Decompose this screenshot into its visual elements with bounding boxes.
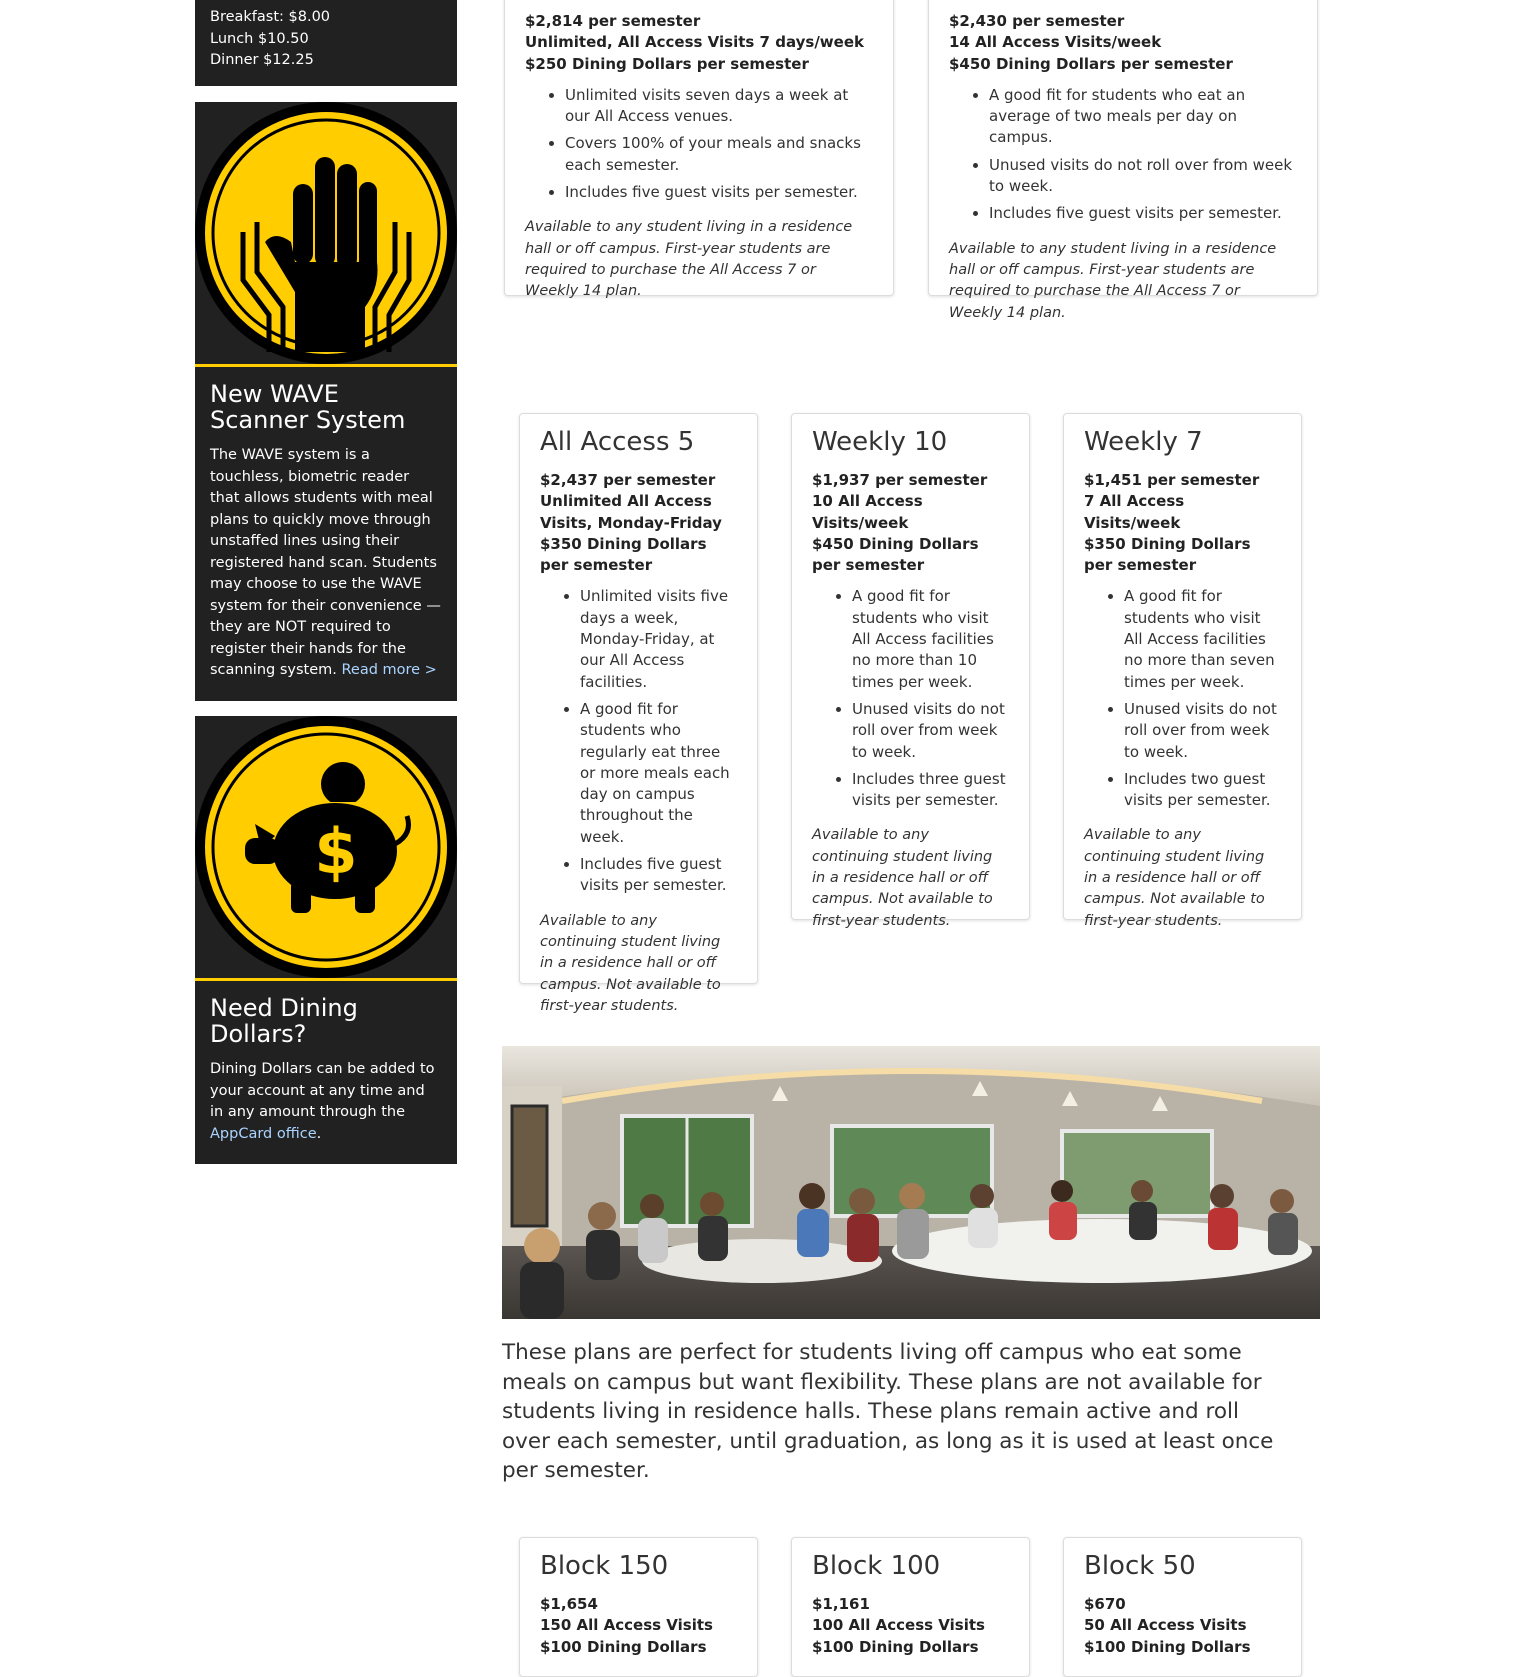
- price-line: $1,161: [812, 1595, 870, 1613]
- plan-card-block-50: [1063, 1537, 1302, 1677]
- plan-note: Available to any student living in a residence hall or off campus. First-year students are required to purchase the All Access 7 or Weekly 14 plan.: [949, 240, 1277, 321]
- wave-body: The WAVE system is a touchless, biometric reader that allows students with meal plans to quickly move through unstaffed lines using their registered hand scan. Students may choose to use the WAVE system for their convenience — they are NOT required to register their hands for the scanning system.: [210, 447, 441, 678]
- wave-title: New WAVE Scanner System: [210, 380, 406, 434]
- price-line: $350 Dining Dollars per semester: [540, 534, 707, 575]
- hand-scanner-icon: [195, 102, 457, 364]
- breakfast-price: Breakfast: $8.00: [210, 9, 331, 25]
- price-line: $1,654: [540, 1595, 598, 1613]
- plan-note: Available to any continuing student living in a residence hall or off campus. Not available to first-year students.: [812, 827, 993, 929]
- price-line: 14 All Access Visits/week: [949, 33, 1162, 52]
- plan-bullet: • Includes two guest visits per semester.: [1124, 769, 1281, 812]
- off-campus-plans-intro: These plans are perfect for students living off campus who eat some meals on campus but want flexibility. These plans are not available for students living in residence halls. These plans remain active and roll over each semester, until graduation, as long as it is used at least once per semester.: [502, 1340, 1274, 1483]
- plan-note: Available to any student living in a residence hall or off campus. First-year students are required to purchase the All Access 7 or Weekly 14 plan.: [525, 219, 853, 300]
- price-line: $100 Dining Dollars: [1084, 1637, 1251, 1656]
- price-line: Unlimited All Access Visits, Monday-Friday: [540, 492, 722, 532]
- price-line: $1,451 per semester: [1084, 471, 1260, 489]
- plan-bullet: • A good fit for students who visit All Access facilities no more than seven times per week.: [1124, 586, 1281, 692]
- price-line: 100 All Access Visits: [812, 1616, 985, 1635]
- wave-read-more-link[interactable]: Read more >: [341, 662, 437, 678]
- plan-bullet: • A good fit for students who regularly eat three or more meals each day on campus throughout the week.: [580, 699, 737, 848]
- plan-title: All Access 5: [540, 427, 695, 457]
- price-line: 7 All Access Visits/week: [1084, 492, 1185, 532]
- plan-bullet: • Unused visits do not roll over from week to week.: [852, 699, 1009, 763]
- plan-note: Available to any continuing student living in a residence hall or off campus. Not available to first-year students.: [540, 912, 721, 1014]
- plan-card-weekly-10: [791, 413, 1030, 929]
- plan-bullet: • Unused visits do not roll over from week to week.: [989, 155, 1297, 198]
- price-line: $670: [1084, 1595, 1126, 1613]
- plan-bullet: • Includes five guest visits per semester.: [565, 182, 873, 203]
- wave-scanner-box: [195, 367, 457, 701]
- plan-bullet: • A good fit for students who eat an average of two meals per day on campus.: [989, 85, 1297, 149]
- plan-card-weekly-7: [1063, 413, 1302, 929]
- plan-bullet: • Unlimited visits seven days a week at our All Access venues.: [565, 85, 873, 128]
- plan-bullet: • A good fit for students who visit All Access facilities no more than 10 times per week.: [852, 586, 1009, 692]
- dining-dollars-box: [195, 981, 457, 1164]
- plan-bullet: • Includes five guest visits per semester.: [580, 854, 737, 897]
- price-line: $100 Dining Dollars: [540, 1637, 707, 1656]
- dining-dollars-image: [195, 716, 457, 981]
- dining-dollars-title: Need Dining Dollars?: [210, 994, 358, 1048]
- wave-scanner-image: [195, 102, 457, 367]
- plan-card-all-access-5: [519, 413, 758, 1014]
- dining-dollars-period: .: [316, 1125, 322, 1142]
- price-line: $2,430 per semester: [949, 12, 1125, 30]
- plan-note: Available to any continuing student living in a residence hall or off campus. Not available to first-year students.: [1084, 827, 1265, 929]
- plan-bullet: • Includes five guest visits per semester.: [989, 203, 1297, 224]
- price-line: $450 Dining Dollars per semester: [949, 54, 1233, 73]
- price-line: $250 Dining Dollars per semester: [525, 54, 809, 73]
- price-line: 10 All Access Visits/week: [812, 492, 923, 532]
- plan-bullet: • Unused visits do not roll over from week to week.: [1124, 699, 1281, 763]
- plan-card-weekly-14: [928, 0, 1318, 321]
- plan-card-block-150: [519, 1537, 758, 1677]
- lunch-price: Lunch $10.50: [210, 30, 309, 47]
- plan-title: Block 150: [540, 1551, 669, 1581]
- piggy-bank-icon: [195, 716, 457, 978]
- svg-text:$: $: [314, 815, 358, 888]
- plan-bullet: • Covers 100% of your meals and snacks each semester.: [565, 133, 873, 176]
- plan-bullet: • Unlimited visits five days a week, Monday-Friday, at our All Access facilities.: [580, 586, 737, 692]
- price-line: $450 Dining Dollars per semester: [812, 534, 979, 575]
- plan-card-all-access-7: [504, 0, 894, 300]
- price-line: 50 All Access Visits: [1084, 1616, 1247, 1635]
- price-line: Unlimited, All Access Visits 7 days/week: [525, 33, 864, 52]
- price-line: $2,437 per semester: [540, 471, 716, 489]
- price-line: $100 Dining Dollars: [812, 1637, 979, 1656]
- plan-bullet: • Includes three guest visits per semester.: [852, 769, 1009, 812]
- plan-card-block-100: [791, 1537, 1030, 1677]
- price-line: $2,814 per semester: [525, 12, 701, 30]
- plan-title: Weekly 7: [1084, 427, 1203, 457]
- plan-title: Block 100: [812, 1551, 941, 1581]
- dinner-price: Dinner $12.25: [210, 52, 314, 68]
- dining-hall-photo: [502, 1046, 1320, 1319]
- meal-prices-box: [195, 0, 457, 86]
- plan-title: Weekly 10: [812, 427, 948, 457]
- plan-title: Block 50: [1084, 1551, 1196, 1581]
- price-line: $1,937 per semester: [812, 471, 988, 489]
- dining-dollars-body: Dining Dollars can be added to your account at any time and in any amount through the: [210, 1061, 435, 1120]
- appcard-office-link[interactable]: AppCard office: [210, 1125, 317, 1142]
- price-line: 150 All Access Visits: [540, 1616, 713, 1635]
- price-line: $350 Dining Dollars per semester: [1084, 534, 1251, 575]
